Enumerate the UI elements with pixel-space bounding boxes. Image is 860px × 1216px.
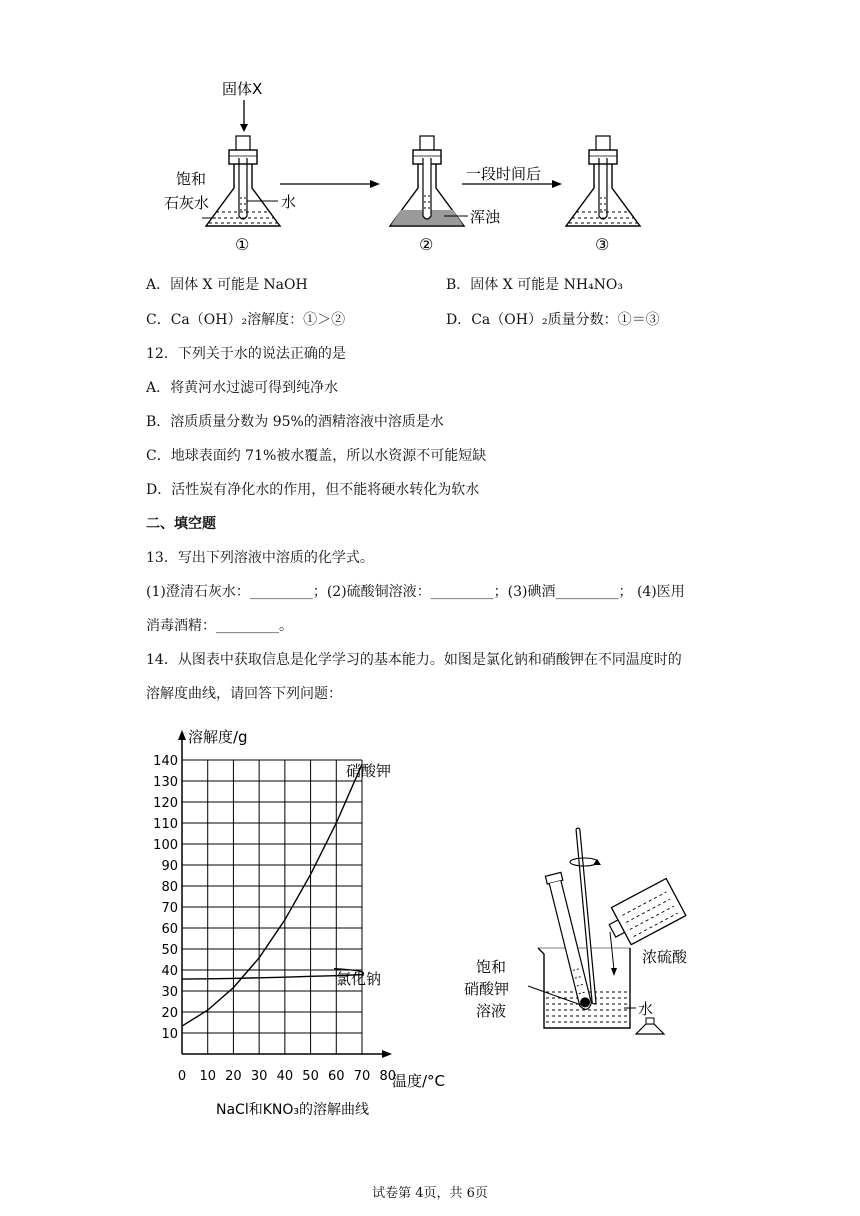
y-tick-label-140: 140 xyxy=(153,754,178,769)
q12-option-c: C．地球表面约 71%被水覆盖，所以水资源不可能短缺 xyxy=(146,448,487,464)
flask-2 xyxy=(390,136,464,226)
y-tick-label-10: 10 xyxy=(161,1027,178,1042)
q12-option-b: B．溶质质量分数为 95%的酒精溶液中溶质是水 xyxy=(146,414,444,430)
x-tick-label-50: 50 xyxy=(302,1069,319,1084)
after-a-while-label: 一段时间后 xyxy=(466,165,542,183)
x-axis-label: 温度/°C xyxy=(392,1072,446,1090)
y-tick-label-40: 40 xyxy=(161,964,178,979)
flask-experiment-figure xyxy=(150,70,670,260)
q14-line-1: 14．从图表中获取信息是化学学习的基本能力。如图是氯化钠和硝酸钾在不同温度时的 xyxy=(146,652,682,668)
beaker-experiment-figure xyxy=(460,820,710,1050)
conc-sulfuric-acid-label: 浓硫酸 xyxy=(642,948,688,966)
saturated-kno3-label-2: 硝酸钾 xyxy=(464,980,510,998)
saturated-limewater-label-2: 石灰水 xyxy=(164,194,210,212)
saturated-kno3-label-3: 溶液 xyxy=(476,1002,507,1020)
x-tick-label-0: 0 xyxy=(177,1069,187,1084)
x-axis-arrow xyxy=(382,1050,392,1058)
x-tick-label-70: 70 xyxy=(353,1069,371,1084)
q11-option-a: A．固体 X 可能是 NaOH xyxy=(146,277,308,293)
x-tick-label-30: 30 xyxy=(250,1069,268,1084)
page-footer: 试卷第 4页，共 6页 xyxy=(372,1186,488,1201)
solid-x-label: 固体X xyxy=(222,80,263,98)
q11-option-b: B．固体 X 可能是 NH₄NO₃ xyxy=(446,277,624,293)
y-axis-label: 溶解度/g xyxy=(188,728,248,746)
y-tick-label-80: 80 xyxy=(161,880,178,895)
q11-option-d: D．Ca（OH）₂质量分数：①＝③ xyxy=(446,312,660,328)
flask-3 xyxy=(566,136,640,226)
water-label: 水 xyxy=(281,193,297,211)
x-tick-label-10: 10 xyxy=(199,1069,216,1084)
chart-ticks xyxy=(153,754,396,1084)
y-axis-arrow xyxy=(178,730,186,740)
y-tick-label-110: 110 xyxy=(153,817,178,832)
x-tick-label-80: 80 xyxy=(379,1069,396,1084)
y-tick-label-120: 120 xyxy=(153,796,178,811)
y-tick-label-70: 70 xyxy=(161,901,178,916)
saturated-kno3-label-1: 饱和 xyxy=(476,958,507,976)
q14-line-2: 溶解度曲线，请回答下列问题： xyxy=(146,686,342,702)
y-tick-label-130: 130 xyxy=(153,775,178,790)
step-3-label: ③ xyxy=(595,235,610,254)
q13-stem: 13．写出下列溶液中溶质的化学式。 xyxy=(146,550,374,566)
series-line-kno3 xyxy=(182,764,362,1026)
q12-option-a: A．将黄河水过滤可得到纯净水 xyxy=(146,380,339,396)
series-label-nacl: 氯化钠 xyxy=(336,970,382,988)
x-tick-label-40: 40 xyxy=(276,1069,294,1084)
q13-line-1: (1)澄清石灰水：_________；(2)硫酸铜溶液：_________；(3)碘酒_________； (4)医用 xyxy=(146,584,685,600)
q12-option-d: D．活性炭有净化水的作用，但不能将硬水转化为软水 xyxy=(146,482,480,498)
step-1-label: ① xyxy=(235,235,250,254)
saturated-limewater-label-1: 饱和 xyxy=(176,170,207,188)
turbid-label: 浑浊 xyxy=(470,208,501,226)
y-tick-label-50: 50 xyxy=(161,943,178,958)
y-tick-label-90: 90 xyxy=(161,859,178,874)
y-tick-label-100: 100 xyxy=(153,838,178,853)
x-tick-label-60: 60 xyxy=(328,1069,345,1084)
q12-stem: 12．下列关于水的说法正确的是 xyxy=(146,346,346,362)
y-tick-label-30: 30 xyxy=(161,985,178,1000)
water-label-2: 水 xyxy=(638,1000,654,1018)
y-tick-label-20: 20 xyxy=(161,1006,178,1021)
series-label-kno3: 硝酸钾 xyxy=(346,762,392,780)
chart-title: NaCl和KNO₃的溶解曲线 xyxy=(216,1102,370,1118)
y-tick-label-60: 60 xyxy=(161,922,178,937)
step-2-label: ② xyxy=(419,235,434,254)
solubility-chart xyxy=(150,720,470,1120)
q13-line-2: 消毒酒精：_________。 xyxy=(146,618,293,634)
series-line-nacl xyxy=(182,975,362,979)
flask-1 xyxy=(206,136,280,226)
q11-option-c: C．Ca（OH）₂溶解度：①＞② xyxy=(146,312,346,328)
x-tick-label-20: 20 xyxy=(225,1069,242,1084)
section-heading: 二、填空题 xyxy=(146,516,216,532)
